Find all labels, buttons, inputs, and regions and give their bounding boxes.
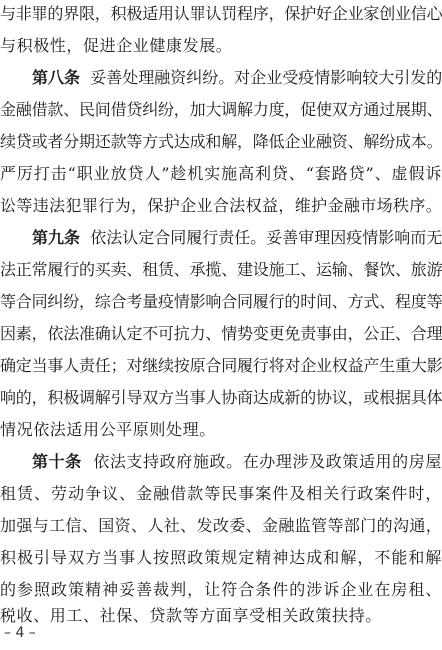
article-10-line: 税收、用工、社保、贷款等方面享受相关政策扶持。	[0, 606, 382, 625]
article-10-line: 加强与工信、国资、人社、发改委、金融监管等部门的沟通，	[0, 516, 442, 535]
article-8-line: 金融借款、民间借贷纠纷，加大调解力度，促使双方通过展期、	[0, 100, 442, 119]
article-9-line: 情况依法适用公平原则处理。	[0, 420, 216, 439]
article-9-line: 响的，积极调解引导双方当事人协商达成新的协议，或根据具体	[0, 388, 442, 407]
article-text: 依法支持政府施政。在办理涉及政策适用的房屋	[93, 452, 442, 471]
page-number: – 4 –	[4, 625, 36, 641]
article-9-line: 因素，依法准确认定不可抗力、情势变更免责事由，公正、合理	[0, 324, 442, 343]
article-label: 第十条	[32, 452, 82, 471]
article-text: 依法认定合同履行责任。妥善审理因疫情影响而无	[90, 228, 442, 247]
article-8-line: 续贷或者分期还款等方式达成和解，降低企业融资、解纷成本。	[0, 132, 442, 151]
article-10-line: 的参照政策精神妥善裁判，让符合条件的涉诉企业在房租、	[0, 580, 442, 599]
article-label: 第八条	[32, 68, 81, 87]
article-10-first-line	[32, 452, 442, 472]
intro-line: 与非罪的界限，积极适用认罪认罚程序，保护好企业家创业信心	[0, 4, 442, 23]
article-label: 第九条	[32, 228, 81, 247]
article-9-line: 等合同纠纷，综合考量疫情影响合同履行的时间、方式、程度等	[0, 292, 442, 311]
article-9-line: 确定当事人责任；对继续按原合同履行将对企业权益产生重大影	[0, 356, 442, 375]
article-9-line: 法正常履行的买卖、租赁、承揽、建设施工、运输、餐饮、旅游	[0, 260, 442, 279]
intro-line: 与积极性，促进企业健康发展。	[0, 36, 233, 55]
article-9-first-line	[32, 228, 442, 248]
article-10-line: 积极引导双方当事人按照政策规定精神达成和解，不能和解	[0, 548, 442, 567]
article-text: 妥善处理融资纠纷。对企业受疫情影响较大引发的	[90, 68, 442, 87]
article-8-first-line	[32, 68, 442, 88]
article-10-line: 租赁、劳动争议、金融借款等民事案件及相关行政案件时，	[0, 484, 442, 503]
article-8-line: 讼等违法犯罪行为，保护企业合法权益，维护金融市场秩序。	[0, 196, 442, 215]
article-8-line: 严厉打击“职业放贷人”趁机实施高利贷、“套路贷”、虚假诉	[0, 164, 442, 183]
